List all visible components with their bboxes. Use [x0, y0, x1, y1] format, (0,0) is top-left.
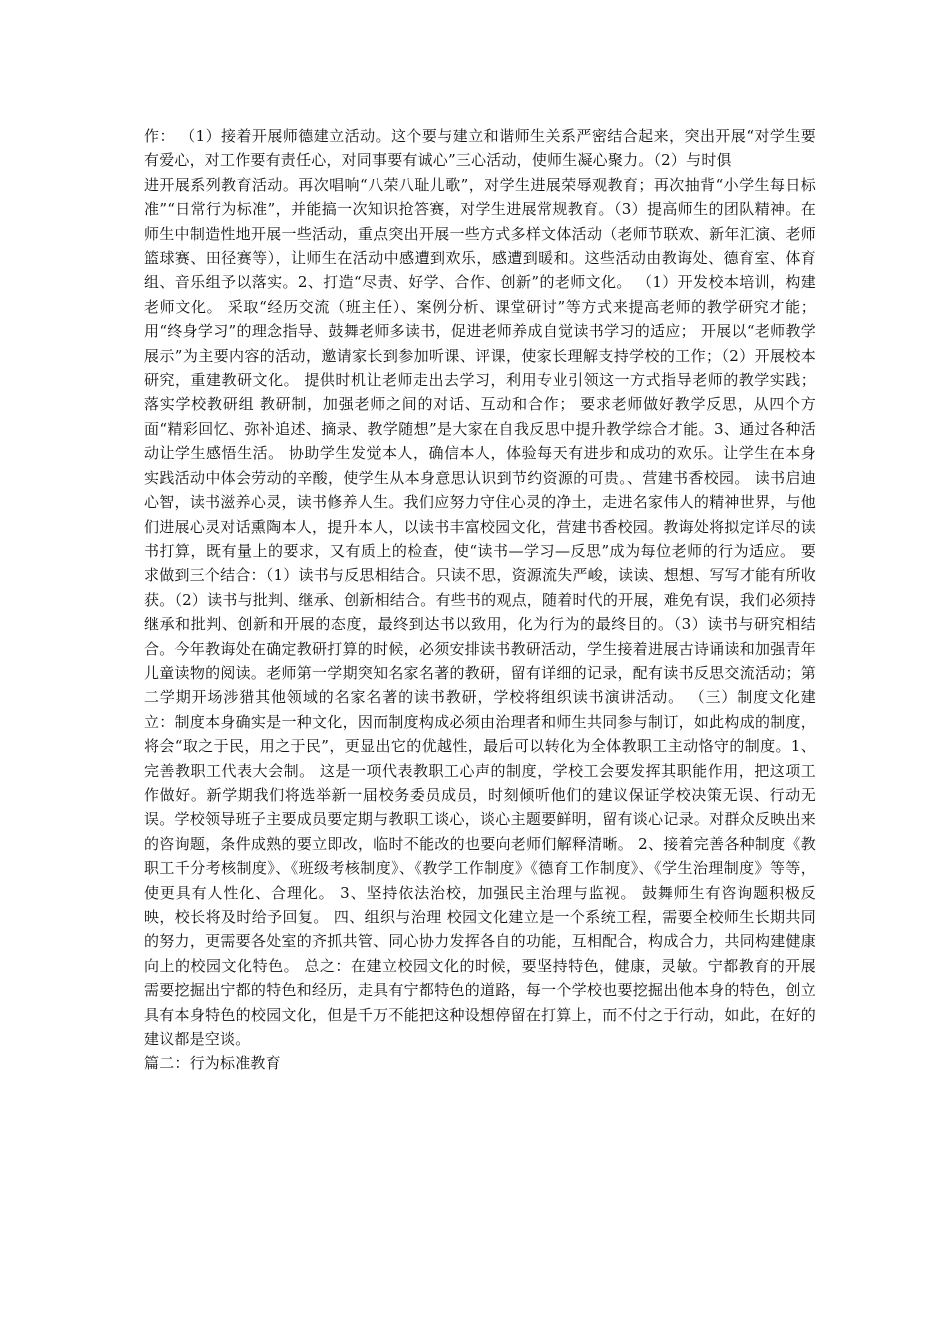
paragraph-body: 进开展系列教育活动。再次唱响“八荣八耻儿歌”，对学生进展荣辱观教育；再次抽背“小学生每日标准”“日常行为标准”，并能搞一次知识抢答赛，对学生进展常规教育。（3）提高师生的团队精神。在师生中制造性地开展一些活动，重点突出开展一些方式多样文体活动（老师节联欢、新年汇演、老师篮球赛、田径赛等），让师生在活动中感遭到欢乐，感遭到暖和。这些活动由教诲处、德育室、体育组、音乐组予以落实。2、打造“尽责、好学、合作、创新”的老师文化。 （1）开发校本培训，构建老师文化。 采取“经历交流（班主任）、案例分析、课堂研讨”等方式来提高老师的教学研究才能；用“终身学习”的理念指导、鼓舞老师多读书，促进老师养成自觉读书学习的适应； 开展以“老师教学展示”为主要内容的活动，邀请家长到参加听课、评课，使家长理解支持学校的工作；（2）开展校本研究，重建教研文化。 提供时机让老师走出去学习，利用专业引领这一方式指导老师的教学实践；落实学校教研组 教研制，加强老师之间的对话、互动和合作； 要求老师做好教学反思，从四个方面“精彩回忆、弥补追述、摘录、教学随想”是大家在自我反思中提升教学综合才能。3、通过各种活动让学生感悟生活。 协助学生发觉本人，确信本人，体验每天有进步和成功的欢乐。让学生在本身实践活动中体会劳动的辛酸，使学生从本身意思认识到节约资源的可贵。、营建书香校园。 读书启迪心智，读书滋养心灵，读书修养人生。我们应努力守住心灵的净土，走进名家伟人的精神世界，与他们进展心灵对话熏陶本人，提升本人，以读书丰富校园文化，营建书香校园。教诲处将拟定详尽的读书打算，既有量上的要求，又有质上的检查，使“读书—学习—反思”成为每位老师的行为适应。 要求做到三个结合：（1）读书与反思相结合。只读不思，资源流失严峻，读读、想想、写写才能有所收获。（2）读书与批判、继承、创新相结合。有些书的观点，随着时代的开展，难免有误，我们必须持继承和批判、创新和开展的态度，最终到达书以致用，化为行为的最终目的。（3）读书与研究相结合。今年教诲处在确定教研打算的时候，必须安排读书教研活动，学生接着进展古诗诵读和加强青年儿童读物的阅读。老师第一学期突知名家名著的教研，留有详细的记录，配有读书反思交流活动；第二学期开场涉猎其他领域的名家名著的读书教研，学校将组织读书演讲活动。 （三）制度文化建立：制度本身确实是一种文化，因而制度构成必须由治理者和师生共同参与制订，如此构成的制度，将会“取之于民，用之于民”，更显出它的优越性，最后可以转化为全体教职工主动恪守的制度。1、完善教职工代表大会制。 这是一项代表教职工心声的制度，学校工会要发挥其职能作用，把这项工作做好。新学期我们将选举新一届校务委员成员，时刻倾听他们的建议保证学校决策无误、行动无误。学校领导班子主要成员要定期与教职工谈心，谈心主题要鲜明，留有谈心记录。对群众反映出来的咨询题，条件成熟的要立即改，临时不能改的也要向老师们解释清晰。 2、接着完善各种制度《教职工千分考核制度》、《班级考核制度》、《教学工作制度》《德育工作制度》、《学生治理制度》等等，使更具有人性化、合理化。 3、坚持依法治校，加强民主治理与监视。 鼓舞师生有咨询题积极反映，校长将及时给予回复。 四、组织与治理 校园文化建立是一个系统工程，需要全校师生长期共同的努力，更需要各处室的齐抓共管、同心协力发挥各自的功能，互相配合，构成合力，共同构建健康向上的校园文化特色。 总之：在建立校园文化的时候，要坚持特色，健康，灵敏。宁都教育的开展需要挖掘出宁都的特色和经历，走具有宁都特色的道路，每一个学校也要挖掘出他本身的特色，创立具有本身特色的校园文化，但是千万不能把这种设想停留在打算上，而不付之于行动，如此，在好的建议都是空谈。 — [144, 175, 816, 1049]
document-page — [144, 124, 816, 1076]
paragraph-intro: 作： （1）接着开展师德建立活动。这个要与建立和谐师生关系严密结合起来，突出开展“对学生要有爱心，对工作要有责任心，对同事要有诚心”三心活动，使师生凝心聚力。（2）与时俱 — [144, 127, 816, 170]
section-heading: 篇二：行为标准教育 — [144, 1054, 281, 1073]
